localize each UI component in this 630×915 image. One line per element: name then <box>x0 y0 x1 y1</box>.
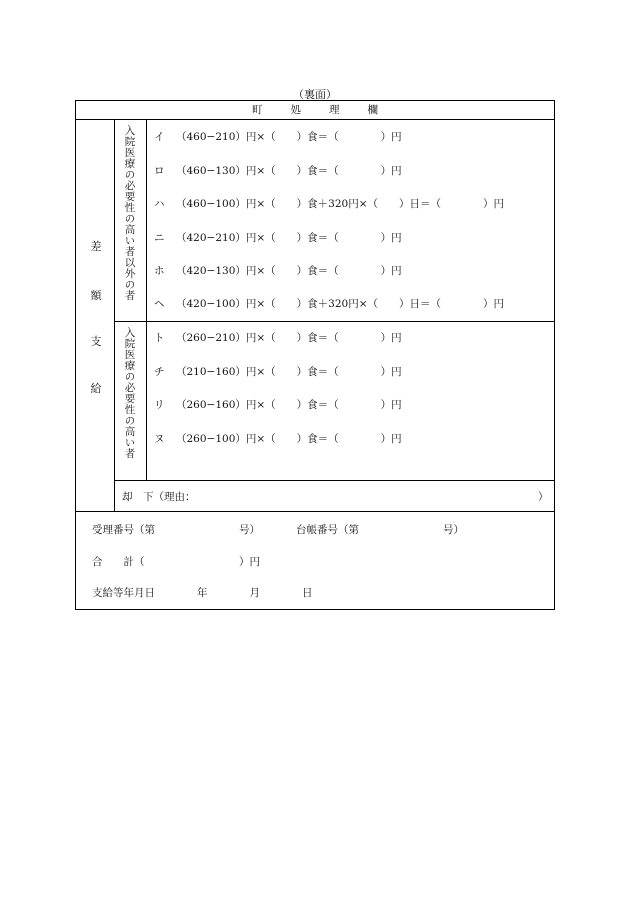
receipt-number: 受理番号（第 号） <box>92 524 260 536</box>
row-formula: （260−160）円×（ ）食＝（ ）円 <box>176 399 402 411</box>
divider <box>114 321 554 322</box>
processing-form <box>75 100 555 610</box>
form-title-char: 理 <box>329 104 340 116</box>
rejection-label: 却 下（理由： <box>122 491 196 503</box>
form-title-char: 処 <box>290 104 301 116</box>
form-title-char: 欄 <box>367 104 378 116</box>
group1-label: 入院医療の必要性の高い者以外の者 <box>123 125 136 301</box>
row-formula: （420−100）円×（ ）食＋320円×（ ）日＝（ ）円 <box>176 298 505 310</box>
divider <box>76 511 554 512</box>
row-kana: ロ <box>154 165 165 177</box>
row-kana: ホ <box>154 265 165 277</box>
row-kana: ト <box>154 332 165 344</box>
row-formula: （260−100）円×（ ）食＝（ ）円 <box>176 433 402 445</box>
divider <box>114 119 115 511</box>
side-label-char: 支 <box>90 335 102 348</box>
row-formula: （420−130）円×（ ）食＝（ ）円 <box>176 265 402 277</box>
ledger-number: 台帳番号（第 号） <box>296 524 464 536</box>
divider <box>76 119 554 120</box>
row-formula: （460−130）円×（ ）食＝（ ）円 <box>176 165 402 177</box>
row-kana: ニ <box>154 232 165 244</box>
row-formula: （460−100）円×（ ）食＋320円×（ ）日＝（ ）円 <box>176 198 505 210</box>
row-kana: リ <box>154 399 165 411</box>
divider <box>146 119 147 480</box>
row-kana: イ <box>154 131 165 143</box>
side-label-char: 差 <box>90 240 102 253</box>
page-heading: （裏面） <box>293 88 337 101</box>
side-label-char: 額 <box>90 289 102 302</box>
form-title-char: 町 <box>252 104 263 116</box>
side-label-char: 給 <box>90 382 102 395</box>
rejection-close: ） <box>538 491 549 503</box>
row-formula: （260−210）円×（ ）食＝（ ）円 <box>176 332 402 344</box>
row-formula: （420−210）円×（ ）食＝（ ）円 <box>176 232 402 244</box>
row-kana: ヌ <box>154 433 165 445</box>
row-kana: ヘ <box>154 298 165 310</box>
payment-date: 支給等年月日 年 月 日 <box>92 587 313 599</box>
row-formula: （460−210）円×（ ）食＝（ ）円 <box>176 131 402 143</box>
form-title <box>76 101 554 119</box>
divider <box>114 480 554 481</box>
row-formula: （210−160）円×（ ）食＝（ ）円 <box>176 366 402 378</box>
row-kana: チ <box>154 366 165 378</box>
group2-label: 入院医療の必要性の高い者 <box>123 327 136 459</box>
total-amount: 合 計（ ）円 <box>92 556 260 568</box>
row-kana: ハ <box>154 198 165 210</box>
